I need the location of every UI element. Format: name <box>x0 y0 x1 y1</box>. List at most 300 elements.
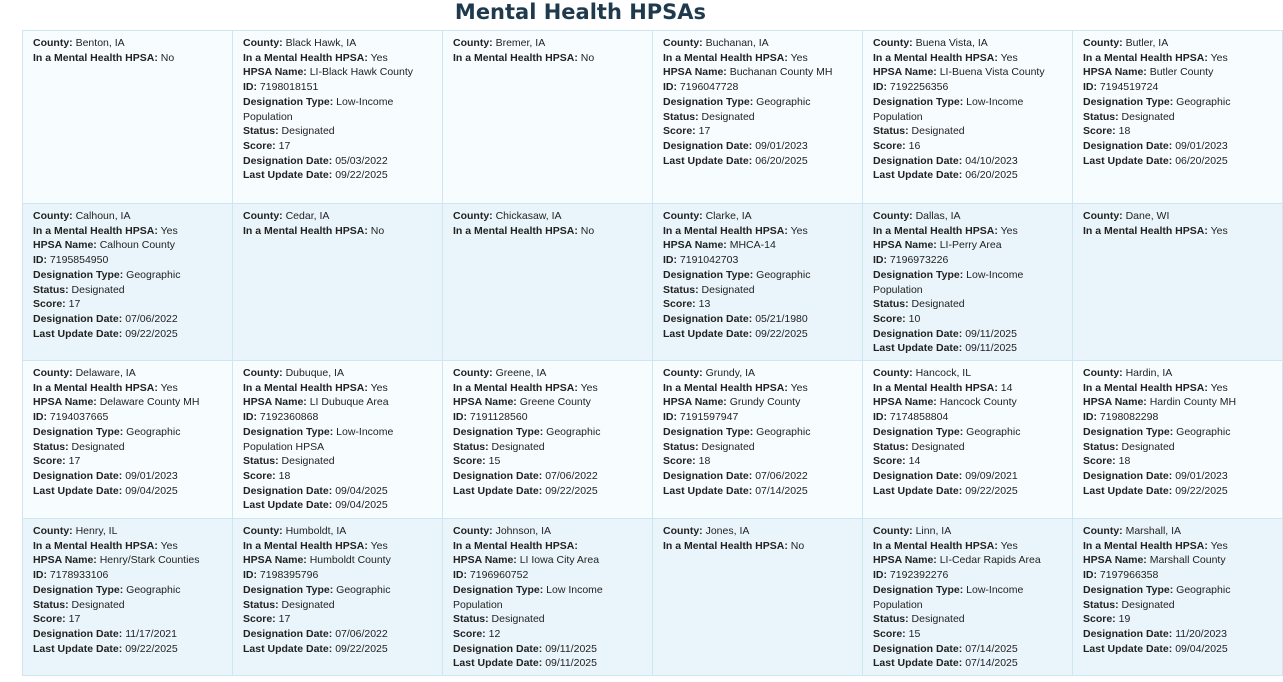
county-cell <box>653 204 863 361</box>
field-label: In a Mental Health HPSA: <box>243 381 368 394</box>
field-label: Designation Type: <box>453 425 544 438</box>
field-label: In a Mental Health HPSA: <box>453 381 578 394</box>
field-value: Designated <box>491 440 545 453</box>
field-label: County: <box>873 525 913 537</box>
field-line <box>1083 95 1274 110</box>
field-value: Designated <box>911 298 965 311</box>
field-line <box>663 253 854 268</box>
field-label: HPSA Name: <box>663 66 727 79</box>
field-label: ID: <box>1083 81 1097 94</box>
field-label: HPSA Name: <box>873 554 937 567</box>
grid-row <box>23 31 1283 204</box>
field-line <box>873 268 1064 297</box>
field-label: Designation Type: <box>873 268 964 281</box>
field-line <box>453 656 644 671</box>
field-line <box>243 139 434 154</box>
field-line <box>1083 425 1274 440</box>
field-value: Chickasaw, IA <box>495 210 562 222</box>
field-line <box>243 454 434 469</box>
field-label: Score: <box>453 627 486 640</box>
field-label: HPSA Name: <box>453 554 517 567</box>
field-label: Designation Type: <box>243 583 334 596</box>
field-line <box>873 425 1064 440</box>
field-line <box>663 454 854 469</box>
field-label: Designation Date: <box>243 154 333 167</box>
field-line <box>1083 568 1274 583</box>
field-line <box>873 51 1064 66</box>
field-value: 7195854950 <box>49 254 109 267</box>
field-label: Designation Date: <box>663 469 753 482</box>
field-label: Status: <box>873 298 909 311</box>
field-value: 7191128560 <box>469 411 528 424</box>
field-value: 10 <box>908 312 921 325</box>
field-value: 09/22/2025 <box>1175 484 1228 497</box>
field-line <box>663 139 854 154</box>
field-label: County: <box>663 210 703 222</box>
field-line <box>1083 440 1274 455</box>
field-line <box>663 65 854 80</box>
field-line <box>243 381 434 396</box>
field-value: Low Income Population <box>453 583 603 611</box>
field-line <box>873 395 1064 410</box>
field-value: Designated <box>701 283 755 296</box>
field-value: 7191597947 <box>679 411 739 424</box>
field-value: Yes <box>370 51 388 64</box>
field-label: Designation Date: <box>33 312 123 325</box>
field-value: Geographic <box>336 583 391 596</box>
field-value: Yes <box>1210 539 1228 552</box>
field-line <box>873 312 1064 327</box>
field-label: In a Mental Health HPSA: <box>873 51 998 64</box>
field-line <box>453 224 644 239</box>
field-label: Designation Type: <box>243 425 334 438</box>
field-label: In a Mental Health HPSA: <box>873 224 998 237</box>
field-value: 12 <box>488 627 501 640</box>
field-value: Delaware County MH <box>99 396 200 409</box>
field-line <box>33 568 224 583</box>
field-line <box>873 209 1064 224</box>
field-label: Designation Date: <box>663 139 753 152</box>
field-line <box>33 598 224 613</box>
field-label: ID: <box>873 254 887 267</box>
field-label: Status: <box>243 455 279 468</box>
field-value: 09/11/2025 <box>965 327 1017 340</box>
field-line <box>453 366 644 381</box>
field-line <box>453 51 644 66</box>
field-label: HPSA Name: <box>663 396 727 409</box>
field-label: HPSA Name: <box>243 396 307 409</box>
field-label: Designation Date: <box>873 327 963 340</box>
field-value: 17 <box>698 125 711 138</box>
field-label: Last Update Date: <box>33 484 123 497</box>
field-line <box>873 341 1064 356</box>
field-label: County: <box>663 367 703 379</box>
field-label: In a Mental Health HPSA: <box>33 381 158 394</box>
field-value: Designated <box>1121 440 1175 453</box>
field-label: County: <box>453 37 493 49</box>
field-value: Buchanan, IA <box>705 37 769 49</box>
field-label: Status: <box>453 440 489 453</box>
field-value: Yes <box>160 381 178 394</box>
field-value: Geographic <box>756 268 811 281</box>
field-line <box>243 154 434 169</box>
field-line <box>243 568 434 583</box>
field-value: Yes <box>160 539 178 552</box>
field-value: Bremer, IA <box>495 37 546 49</box>
field-line <box>1083 51 1274 66</box>
field-label: Status: <box>243 125 279 138</box>
field-value: 07/14/2025 <box>965 642 1018 655</box>
county-cell <box>863 519 1073 676</box>
field-value: Yes <box>790 51 808 64</box>
field-line <box>663 366 854 381</box>
field-line <box>33 440 224 455</box>
field-label: Status: <box>1083 598 1119 611</box>
field-value: Marshall County <box>1149 554 1226 567</box>
field-value: Grundy, IA <box>705 367 756 379</box>
field-line <box>243 642 434 657</box>
field-value: Low-Income Population HPSA <box>243 425 394 453</box>
field-label: HPSA Name: <box>873 396 937 409</box>
field-label: Score: <box>33 455 66 468</box>
field-label: County: <box>453 525 493 537</box>
field-label: Score: <box>1083 125 1116 138</box>
field-line <box>453 410 644 425</box>
field-line <box>873 65 1064 80</box>
field-label: Designation Type: <box>873 583 964 596</box>
field-line <box>453 583 644 612</box>
field-line <box>663 36 854 51</box>
field-label: HPSA Name: <box>33 239 97 252</box>
field-value: 09/22/2025 <box>125 642 178 655</box>
field-value: Yes <box>160 224 178 237</box>
field-line <box>1083 209 1274 224</box>
field-label: Last Update Date: <box>1083 154 1173 167</box>
field-value: 07/06/2022 <box>755 469 808 482</box>
field-line <box>873 366 1064 381</box>
field-label: ID: <box>873 81 887 94</box>
field-line <box>243 583 434 598</box>
county-cell <box>443 519 653 676</box>
field-line <box>873 297 1064 312</box>
field-value: 7198018151 <box>259 81 319 94</box>
county-cell <box>1073 361 1283 519</box>
field-line <box>873 469 1064 484</box>
field-value: 09/04/2025 <box>335 499 388 512</box>
field-line <box>33 627 224 642</box>
field-line <box>33 381 224 396</box>
field-label: County: <box>1083 525 1123 537</box>
field-value: Delaware, IA <box>75 367 136 379</box>
field-value: 7178933106 <box>49 569 109 582</box>
field-label: Last Update Date: <box>243 642 333 655</box>
field-label: Last Update Date: <box>873 342 963 355</box>
field-value: LI Iowa City Area <box>519 554 600 567</box>
field-line <box>873 524 1064 539</box>
field-line <box>33 238 224 253</box>
field-value: 17 <box>278 613 291 626</box>
field-line <box>243 612 434 627</box>
field-label: Last Update Date: <box>243 499 333 512</box>
field-label: ID: <box>33 254 47 267</box>
field-line <box>33 612 224 627</box>
field-value: Black Hawk, IA <box>285 37 357 49</box>
field-line <box>1083 36 1274 51</box>
field-label: Status: <box>663 283 699 296</box>
field-line <box>873 583 1064 612</box>
field-label: Score: <box>453 455 486 468</box>
field-value: Geographic <box>126 425 181 438</box>
field-line <box>873 124 1064 139</box>
field-value: No <box>370 224 385 237</box>
field-line <box>1083 454 1274 469</box>
field-line <box>873 612 1064 627</box>
field-value: Hancock, IL <box>915 367 972 379</box>
field-line <box>243 498 434 513</box>
field-line <box>33 51 224 66</box>
county-cell <box>653 31 863 204</box>
field-line <box>243 65 434 80</box>
field-value: LI-Black Hawk County <box>309 66 414 79</box>
field-line <box>663 395 854 410</box>
field-value: Designated <box>911 125 965 138</box>
field-label: ID: <box>243 81 257 94</box>
field-value: Low-Income Population <box>243 95 394 123</box>
field-value: Geographic <box>1176 95 1231 108</box>
field-label: Last Update Date: <box>873 169 963 182</box>
field-line <box>453 553 644 568</box>
field-line <box>243 124 434 139</box>
field-line <box>873 95 1064 124</box>
field-label: Designation Type: <box>33 583 124 596</box>
field-label: Last Update Date: <box>33 327 123 340</box>
field-label: In a Mental Health HPSA: <box>1083 381 1208 394</box>
county-cell <box>23 31 233 204</box>
field-line <box>873 642 1064 657</box>
field-value: 06/20/2025 <box>1175 154 1228 167</box>
field-value: 09/11/2025 <box>545 642 597 655</box>
field-line <box>33 642 224 657</box>
field-value: 7194519724 <box>1099 81 1159 94</box>
field-label: In a Mental Health HPSA: <box>243 539 368 552</box>
field-label: County: <box>33 37 73 49</box>
field-value: 13 <box>698 298 711 311</box>
field-line <box>1083 598 1274 613</box>
field-value: 06/20/2025 <box>755 154 808 167</box>
field-line <box>1083 366 1274 381</box>
field-value: 07/14/2025 <box>755 484 808 497</box>
field-value: Yes <box>1000 51 1018 64</box>
field-label: Last Update Date: <box>873 484 963 497</box>
field-line <box>33 327 224 342</box>
field-line <box>453 484 644 499</box>
county-cell <box>1073 31 1283 204</box>
field-label: ID: <box>1083 569 1097 582</box>
field-label: In a Mental Health HPSA: <box>663 51 788 64</box>
field-label: Score: <box>1083 455 1116 468</box>
field-line <box>663 312 854 327</box>
field-value: Designated <box>1121 598 1175 611</box>
field-label: County: <box>33 525 73 537</box>
field-label: Designation Type: <box>873 425 964 438</box>
field-label: Designation Date: <box>243 484 333 497</box>
field-label: HPSA Name: <box>873 66 937 79</box>
field-value: Buchanan County MH <box>729 66 833 79</box>
field-value: Designated <box>701 110 755 123</box>
field-line <box>243 95 434 124</box>
field-line <box>243 469 434 484</box>
field-value: 18 <box>278 469 291 482</box>
field-value: 09/22/2025 <box>125 327 178 340</box>
field-line <box>453 627 644 642</box>
field-value: 7192256356 <box>889 81 949 94</box>
field-value: Yes <box>1000 539 1018 552</box>
field-line <box>1083 65 1274 80</box>
field-line <box>243 168 434 183</box>
field-line <box>453 568 644 583</box>
field-label: Designation Type: <box>1083 95 1174 108</box>
field-value: LI-Cedar Rapids Area <box>939 554 1041 567</box>
field-label: Score: <box>243 139 276 152</box>
county-cell <box>1073 204 1283 361</box>
field-line <box>1083 469 1274 484</box>
field-line <box>453 425 644 440</box>
field-label: In a Mental Health HPSA: <box>33 224 158 237</box>
field-label: Score: <box>243 613 276 626</box>
field-label: Status: <box>33 283 69 296</box>
field-value: Designated <box>281 598 335 611</box>
field-line <box>1083 124 1274 139</box>
field-line <box>33 224 224 239</box>
field-line <box>873 154 1064 169</box>
county-cell <box>23 519 233 676</box>
field-line <box>873 410 1064 425</box>
field-value: Dubuque, IA <box>285 367 344 379</box>
field-value: Yes <box>1210 51 1228 64</box>
field-value: 16 <box>908 139 921 152</box>
field-value: 09/04/2025 <box>1175 642 1228 655</box>
county-cell <box>443 361 653 519</box>
field-line <box>663 327 854 342</box>
field-label: HPSA Name: <box>873 239 937 252</box>
field-line <box>33 539 224 554</box>
field-line <box>1083 110 1274 125</box>
field-line <box>453 381 644 396</box>
field-label: Designation Date: <box>873 469 963 482</box>
field-line <box>1083 80 1274 95</box>
field-value: Designated <box>71 598 125 611</box>
field-label: Status: <box>663 440 699 453</box>
field-label: County: <box>453 210 493 222</box>
county-cell <box>233 519 443 676</box>
field-label: County: <box>873 210 913 222</box>
field-line <box>663 410 854 425</box>
field-label: Last Update Date: <box>243 169 333 182</box>
field-line <box>873 381 1064 396</box>
field-value: Designated <box>491 613 545 626</box>
field-value: Geographic <box>546 425 601 438</box>
field-line <box>33 36 224 51</box>
field-label: In a Mental Health HPSA: <box>1083 539 1208 552</box>
field-label: Score: <box>873 627 906 640</box>
field-label: County: <box>243 367 283 379</box>
field-line <box>453 209 644 224</box>
field-label: Last Update Date: <box>1083 642 1173 655</box>
field-value: 11/20/2023 <box>1175 627 1227 640</box>
field-value: No <box>580 51 595 64</box>
field-label: In a Mental Health HPSA: <box>663 381 788 394</box>
field-label: In a Mental Health HPSA: <box>453 224 578 237</box>
field-value: Calhoun County <box>99 239 176 252</box>
field-label: HPSA Name: <box>1083 554 1147 567</box>
field-label: ID: <box>243 569 257 582</box>
field-value: Yes <box>1210 224 1228 237</box>
field-line <box>663 268 854 283</box>
field-label: Score: <box>243 469 276 482</box>
field-value: Designated <box>281 125 335 138</box>
field-value: 09/01/2023 <box>755 139 808 152</box>
field-value: 11/17/2021 <box>125 627 177 640</box>
field-line <box>33 469 224 484</box>
field-value: 7198395796 <box>259 569 319 582</box>
field-value: 09/04/2025 <box>335 484 388 497</box>
field-label: County: <box>243 525 283 537</box>
field-label: HPSA Name: <box>453 396 517 409</box>
field-label: Last Update Date: <box>1083 484 1173 497</box>
field-label: In a Mental Health HPSA: <box>33 539 158 552</box>
field-value: Yes <box>370 539 388 552</box>
field-line <box>453 612 644 627</box>
field-label: Last Update Date: <box>663 484 753 497</box>
field-line <box>453 440 644 455</box>
field-line <box>873 327 1064 342</box>
field-line <box>453 642 644 657</box>
field-label: Status: <box>873 613 909 626</box>
field-value: 05/21/1980 <box>755 312 808 325</box>
field-line <box>873 568 1064 583</box>
field-value: Hardin County MH <box>1149 396 1237 409</box>
field-value: 09/01/2023 <box>1175 139 1228 152</box>
field-value: 14 <box>1000 381 1013 394</box>
field-line <box>33 484 224 499</box>
grid-row <box>23 204 1283 361</box>
field-value: 7196960752 <box>469 569 529 582</box>
field-line <box>243 627 434 642</box>
field-line <box>663 484 854 499</box>
field-value: Henry/Stark Counties <box>99 554 200 567</box>
field-line <box>873 454 1064 469</box>
field-value: 7192392276 <box>889 569 949 582</box>
field-value: 17 <box>68 613 81 626</box>
field-line <box>873 224 1064 239</box>
field-value: Geographic <box>966 425 1021 438</box>
field-label: In a Mental Health HPSA: <box>873 381 998 394</box>
field-label: In a Mental Health HPSA: <box>453 539 578 552</box>
field-line <box>243 366 434 381</box>
field-line <box>1083 224 1274 239</box>
field-value: 09/04/2025 <box>125 484 178 497</box>
field-label: Last Update Date: <box>663 154 753 167</box>
field-label: HPSA Name: <box>243 66 307 79</box>
county-cell <box>863 31 1073 204</box>
field-label: Last Update Date: <box>33 642 123 655</box>
field-line <box>243 484 434 499</box>
field-label: Designation Type: <box>663 268 754 281</box>
field-label: Designation Type: <box>663 95 754 108</box>
field-value: Geographic <box>756 425 811 438</box>
field-line <box>33 553 224 568</box>
field-value: 7194037665 <box>49 411 109 424</box>
